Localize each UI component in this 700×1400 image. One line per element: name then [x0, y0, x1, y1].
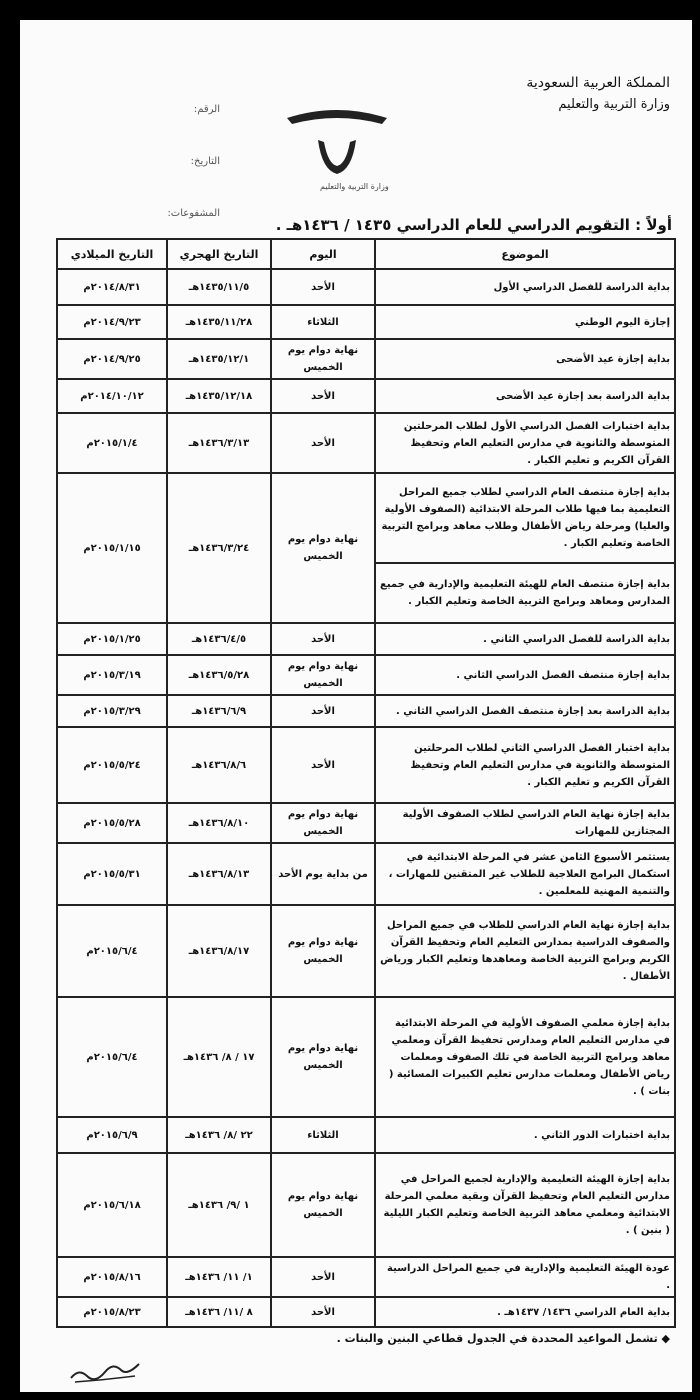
- cell-day: نهاية دوام يوم الخميس: [271, 803, 375, 843]
- letterhead: [526, 72, 670, 116]
- cell-topic: بداية إجازة الهيئة التعليمية والإدارية لجميع المراحل في مدارس التعليم العام وتحفيظ القرآن وبقية معلمي المرحلة الابتدائية ومعلمي معاهد التربية الخاصة وتعليم الكبار الليلية ( بنين ) .: [375, 1153, 675, 1257]
- cell-gregorian: ٢٠١٥/١/١٥م: [57, 473, 167, 623]
- cell-day: نهاية دوام يوم الخميس: [271, 655, 375, 695]
- table-row: [57, 997, 675, 1117]
- cell-day: الثلاثاء: [271, 1117, 375, 1153]
- col-header-gregorian: التاريخ الميلادي: [57, 239, 167, 269]
- cell-hijri: ١٤٣٦/٥/٢٨هـ: [167, 655, 271, 695]
- cell-gregorian: ٢٠١٥/٥/٢٤م: [57, 727, 167, 803]
- cell-topic: بداية الدراسة للفصل الدراسي الثاني .: [375, 623, 675, 655]
- cell-gregorian: ٢٠١٥/٦/٤م: [57, 997, 167, 1117]
- cell-day: الأحد: [271, 623, 375, 655]
- cell-hijri: ١/ ١١/ ١٤٣٦هـ: [167, 1257, 271, 1297]
- table-row: [57, 1257, 675, 1297]
- table-row: [57, 473, 675, 563]
- cell-topic: بداية إجازة منتصف العام الدراسي لطلاب جميع المراحل التعليمية بما فيها طلاب المرحلة الابتدائية (الصفوف الأولية والعليا) ومرحلة رياض الأطفال وطلاب معاهد وبرامج التربية الخاصة وتعليم الكبار .: [375, 473, 675, 563]
- calendar-table: [56, 238, 676, 1328]
- table-row: [57, 727, 675, 803]
- cell-hijri: ١٤٣٥/١٢/١٨هـ: [167, 379, 271, 413]
- cell-topic: بداية إجازة نهاية العام الدراسي لطلاب الصفوف الأولية المجتازين للمهارات: [375, 803, 675, 843]
- cell-gregorian: ٢٠١٤/٨/٣١م: [57, 269, 167, 305]
- cell-gregorian: ٢٠١٥/١/٤م: [57, 413, 167, 473]
- cell-hijri: ١٧ / ٨/ ١٤٣٦هـ: [167, 997, 271, 1117]
- cell-topic: بداية الدراسة للفصل الدراسي الأول: [375, 269, 675, 305]
- cell-day: الأحد: [271, 379, 375, 413]
- cell-day: الثلاثاء: [271, 305, 375, 339]
- cell-topic: بداية العام الدراسي ١٤٣٦/ ١٤٣٧هـ .: [375, 1297, 675, 1327]
- cell-day: نهاية دوام يوم الخميس: [271, 905, 375, 997]
- cell-hijri: ١٤٣٥/١١/٢٨هـ: [167, 305, 271, 339]
- table-row: [57, 269, 675, 305]
- cell-hijri: ١٤٣٦/٨/١٣هـ: [167, 843, 271, 905]
- cell-gregorian: ٢٠١٤/١٠/١٢م: [57, 379, 167, 413]
- table-row: [57, 1117, 675, 1153]
- table-row: [57, 695, 675, 727]
- table-row: [57, 843, 675, 905]
- cell-gregorian: ٢٠١٥/٥/٢٨م: [57, 803, 167, 843]
- photo-frame: [6, 6, 694, 1394]
- cell-hijri: ١٤٣٦/٨/١٧هـ: [167, 905, 271, 997]
- cell-gregorian: ٢٠١٥/٣/٢٩م: [57, 695, 167, 727]
- date-label: التاريخ:: [190, 156, 220, 167]
- col-header-hijri: التاريخ الهجري: [167, 239, 271, 269]
- cell-gregorian: ٢٠١٥/٨/٢٣م: [57, 1297, 167, 1327]
- cell-gregorian: ٢٠١٥/٦/٩م: [57, 1117, 167, 1153]
- reference-fields: [140, 84, 220, 240]
- cell-topic: بداية الدراسة بعد إجازة منتصف الفصل الدراسي الثاني .: [375, 695, 675, 727]
- cell-gregorian: ٢٠١٥/١/٢٥م: [57, 623, 167, 655]
- cell-hijri: ١٤٣٥/١٢/١هـ: [167, 339, 271, 379]
- table-row: [57, 379, 675, 413]
- cell-gregorian: ٢٠١٥/٣/١٩م: [57, 655, 167, 695]
- cell-topic: يستثمر الأسبوع الثامن عشر في المرحلة الابتدائية في استكمال البرامج العلاجية للطلاب غير المتقنين للمهارات ، والتنمية المهنية للمعلمين .: [375, 843, 675, 905]
- ministry-logo-icon: [282, 100, 392, 190]
- cell-gregorian: ٢٠١٥/٦/٤م: [57, 905, 167, 997]
- cell-gregorian: ٢٠١٥/٨/١٦م: [57, 1257, 167, 1297]
- table-row: [57, 339, 675, 379]
- cell-day: نهاية دوام يوم الخميس: [271, 339, 375, 379]
- table-row: [57, 623, 675, 655]
- table-row: [57, 655, 675, 695]
- cell-hijri: ١٤٣٦/٦/٩هـ: [167, 695, 271, 727]
- cell-gregorian: ٢٠١٤/٩/٢٥م: [57, 339, 167, 379]
- cell-topic: بداية الدراسة بعد إجازة عيد الأضحى: [375, 379, 675, 413]
- kingdom-name: المملكة العربية السعودية: [526, 75, 670, 91]
- cell-day: الأحد: [271, 727, 375, 803]
- cell-topic: إجازة اليوم الوطني: [375, 305, 675, 339]
- attachments-label: المشفوعات:: [167, 208, 220, 219]
- logo-caption: وزارة التربية والتعليم: [320, 182, 389, 191]
- cell-topic: بداية إجازة معلمي الصفوف الأولية في المرحلة الابتدائية في مدارس التعليم العام ومدارس تحفيظ القرآن ومعلمي معاهد وبرامج التربية الخاصة في تلك الصفوف ومعلمات رياض الأطفال ومعلمات مدارس تعليم الكبيرات المسائية ( بنات ) .: [375, 997, 675, 1117]
- table-header-row: [57, 239, 675, 269]
- table-row: [57, 305, 675, 339]
- ref-label: الرقم:: [193, 104, 220, 115]
- cell-day: الأحد: [271, 1257, 375, 1297]
- table-row: [57, 803, 675, 843]
- cell-hijri: ١٤٣٥/١١/٥هـ: [167, 269, 271, 305]
- cell-topic: بداية إجازة منتصف العام للهيئة التعليمية والإدارية في جميع المدارس ومعاهد وبرامج التربية الخاصة وتعليم الكبار .: [375, 563, 675, 623]
- cell-topic: بداية اختبارات الدور الثاني .: [375, 1117, 675, 1153]
- cell-gregorian: ٢٠١٥/٦/١٨م: [57, 1153, 167, 1257]
- cell-day: نهاية دوام يوم الخميس: [271, 997, 375, 1117]
- cell-topic: بداية إجازة نهاية العام الدراسي للطلاب في جميع المراحل والصفوف الدراسية بمدارس التعليم العام وتحفيظ القرآن الكريم وبرامج التربية الخاصة ومعاهدها وتعليم الكبار ورياض الأطفال .: [375, 905, 675, 997]
- cell-day: من بداية يوم الأحد: [271, 843, 375, 905]
- cell-hijri: ١٤٣٦/٨/٦هـ: [167, 727, 271, 803]
- cell-gregorian: ٢٠١٤/٩/٢٣م: [57, 305, 167, 339]
- cell-topic: بداية إجازة منتصف الفصل الدراسي الثاني .: [375, 655, 675, 695]
- table-row: [57, 413, 675, 473]
- cell-hijri: ١٤٣٦/٤/٥هـ: [167, 623, 271, 655]
- cell-hijri: ٢٢ /٨/ ١٤٣٦هـ: [167, 1117, 271, 1153]
- cell-day: نهاية دوام يوم الخميس: [271, 1153, 375, 1257]
- cell-topic: بداية اختبارات الفصل الدراسي الأول لطلاب المرحلتين المتوسطة والثانوية في مدارس التعليم العام وتحفيظ القرآن الكريم و تعليم الكبار .: [375, 413, 675, 473]
- cell-day: نهاية دوام يوم الخميس: [271, 473, 375, 623]
- table-row: [57, 1153, 675, 1257]
- cell-topic: عودة الهيئة التعليمية والإدارية في جميع المراحل الدراسية .: [375, 1257, 675, 1297]
- footnote: ◆ تشمل المواعيد المحددة في الجدول قطاعي البنين والبنات .: [336, 1332, 670, 1345]
- cell-topic: بداية اختبار الفصل الدراسي الثاني لطلاب المرحلتين المتوسطة والثانوية في مدارس التعليم العام وتحفيظ القرآن الكريم و تعليم الكبار .: [375, 727, 675, 803]
- cell-day: الأحد: [271, 413, 375, 473]
- signature-icon: [65, 1350, 145, 1390]
- cell-day: الأحد: [271, 269, 375, 305]
- cell-hijri: ١٤٣٦/٣/٢٤هـ: [167, 473, 271, 623]
- page-title: أولاً : التقويم الدراسي للعام الدراسي ١٤٣٥ / ١٤٣٦هـ .: [275, 216, 672, 234]
- cell-hijri: ١٤٣٦/٣/١٣هـ: [167, 413, 271, 473]
- col-header-topic: الموضوع: [375, 239, 675, 269]
- document-page: [20, 20, 692, 1392]
- cell-day: الأحد: [271, 1297, 375, 1327]
- cell-hijri: ١ /٩/ ١٤٣٦هـ: [167, 1153, 271, 1257]
- cell-topic: بداية إجازة عيد الأضحى: [375, 339, 675, 379]
- table-row: [57, 1297, 675, 1327]
- table-row: [57, 905, 675, 997]
- col-header-day: اليوم: [271, 239, 375, 269]
- ministry-name: وزارة التربية والتعليم: [558, 97, 670, 112]
- cell-hijri: ٨ /١١/ ١٤٣٦هـ: [167, 1297, 271, 1327]
- cell-day: الأحد: [271, 695, 375, 727]
- cell-hijri: ١٤٣٦/٨/١٠هـ: [167, 803, 271, 843]
- cell-gregorian: ٢٠١٥/٥/٣١م: [57, 843, 167, 905]
